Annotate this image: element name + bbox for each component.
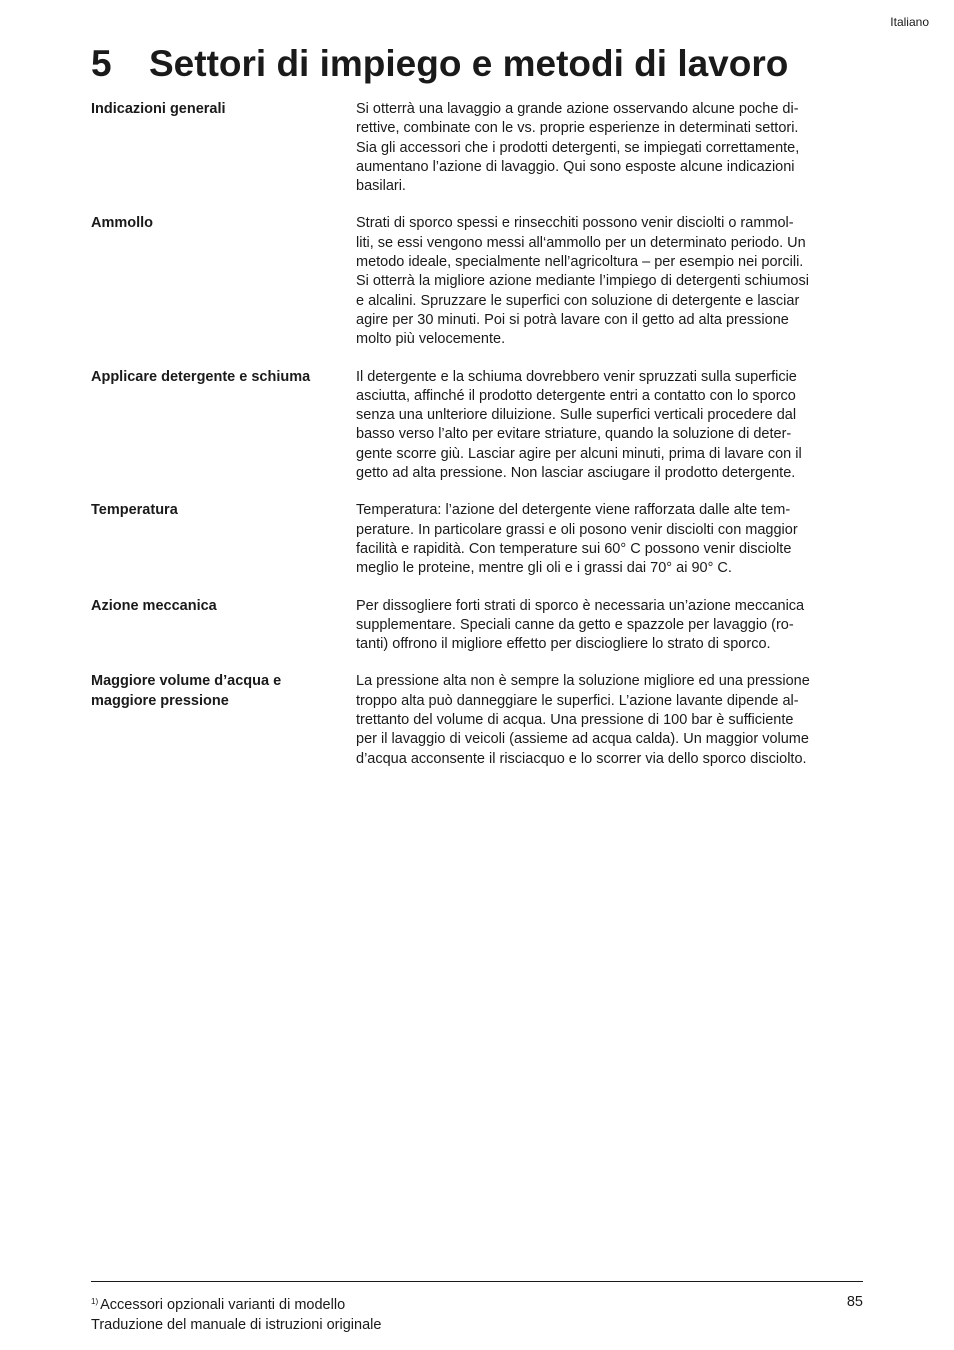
section-text: Strati di sporco spessi e rinsecchiti possono venir disciolti o rammol- liti, se essi vengono messi all‘ammollo per un determinato periodo. Un metodo ideale, specialmente nell’agricoltura – per esempio nei porcili. Si otterrà la migliore azione mediante l’impiego di detergenti schiumosi e alcalini. Spruzzare le superfici con soluzione di detergente e lasciar agire per 30 minuti. Poi si potrà lavare con il getto ad alta pressione molto più velocemente. bbox=[356, 215, 809, 348]
section-text: Temperatura: l’azione del detergente viene rafforzata dalle alte tem- perature. In particolare grassi e oli posono venir disciolti con maggior facilità e rapidità. Con temperature sui 60° C possono venir disciolte meglio le proteine, mentre gli oli e i grassi dai 70° ai 90° C. bbox=[356, 502, 798, 577]
section-soaking bbox=[91, 214, 866, 349]
section-label: Indicazioni generali bbox=[91, 101, 226, 117]
language-label: Italiano bbox=[890, 15, 929, 29]
section-detergent-foam bbox=[91, 368, 866, 484]
section-text: La pressione alta non è sempre la soluzione migliore ed una pressione troppo alta può danneggiare le superfici. L’azione lavante dipende al- trettanto del volume di acqua. Una pressione di 100 bar è sufficiente per il lavaggio di veicoli (assieme ad acqua calda). Un maggior volume d’acqua acconsente il risciacquo e lo scorrer via dello sporco disciolto. bbox=[356, 673, 810, 767]
section-label: Azione meccanica bbox=[91, 597, 217, 614]
footnote bbox=[91, 1292, 863, 1315]
section-text: Per dissogliere forti strati di sporco è necessaria un’azione meccanica supplementare. Speciali canne da getto e spazzole per lavaggio (ro- tanti) offrono il migliore effetto per disciogliere lo strato di sporco. bbox=[356, 597, 805, 653]
footnote-text: Accessori opzionali varianti di modello bbox=[100, 1297, 346, 1313]
section-temperature bbox=[91, 501, 866, 578]
chapter-title: Settori di impiego e metodi di lavoro bbox=[149, 43, 789, 84]
translation-note: Traduzione del manuale di istruzioni originale bbox=[91, 1317, 382, 1333]
section-label: Applicare detergente e schiuma bbox=[91, 368, 311, 385]
chapter-heading bbox=[91, 40, 788, 88]
section-mechanical-action bbox=[91, 597, 866, 655]
page-footer bbox=[91, 1292, 863, 1335]
section-label: Maggiore volume d’acqua e maggiore pressione bbox=[91, 673, 282, 709]
section-text: Il detergente e la schiuma dovrebbero venir spruzzati sulla superficie asciutta, affinché il prodotto detergente entri a contatto con lo sporco senza una unlteriore diluizione. Sulle superfici verticali procedere dal basso verso l’alto per evitare striature, quando la soluzione di deter- gente scorre giù. Lasciar agire per alcuni minuti, prima di lavare con il getto ad alta pressione. Non lasciar asciugare il prodotto detergente. bbox=[356, 368, 802, 482]
section-label: Temperatura bbox=[91, 502, 178, 519]
section-text: Si otterrà una lavaggio a grande azione osservando alcune poche di- rettive, combinate con le vs. proprie esperienze in determinati settori. Sia gli accessori che i prodotti detergenti, se impiegati correttamente, aumentano l’azione di lavaggio. Qui sono esposte alcune indicazioni basilari. bbox=[356, 101, 800, 195]
page-number: 85 bbox=[846, 1294, 863, 1310]
section-water-pressure bbox=[91, 672, 866, 768]
section-label: Ammollo bbox=[91, 215, 154, 232]
footer-divider bbox=[91, 1281, 863, 1282]
footnote-marker: 1) bbox=[91, 1297, 99, 1306]
section-list bbox=[91, 100, 866, 787]
section-general-indications bbox=[91, 100, 866, 196]
chapter-number: 5 bbox=[91, 43, 112, 84]
